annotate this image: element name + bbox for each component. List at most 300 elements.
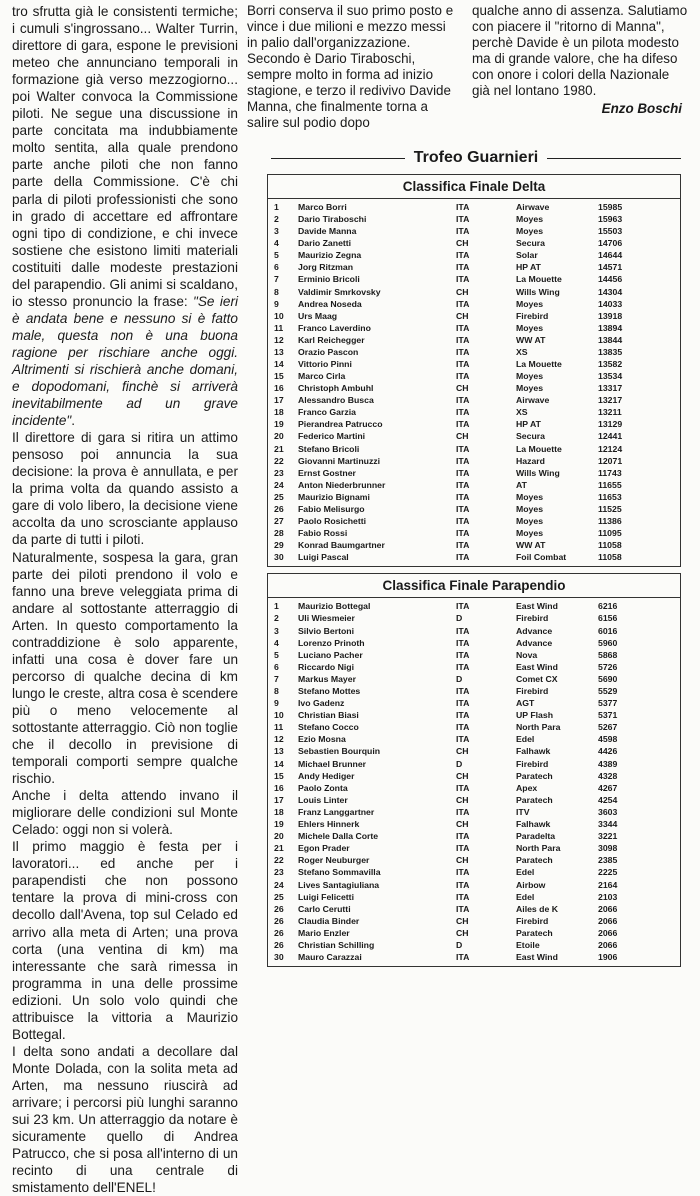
glider-model-cell: Falhawk <box>516 819 551 830</box>
rank-cell: 6 <box>274 661 279 672</box>
pilot-name-cell: Paolo Rosichetti <box>298 516 367 527</box>
score-cell: 11743 <box>598 467 622 478</box>
author-signature: Enzo Boschi <box>601 101 682 116</box>
pilot-name-cell: Paolo Zonta <box>298 782 348 793</box>
table-row <box>268 515 680 527</box>
glider-model-cell: Moyes <box>516 371 544 382</box>
article-text: Naturalmente, sospesa la gara, gran parte dei piloti prendono il volo e fanno una breve veleggiata prima di andare al sottostante atterraggio di Arten. In questo comportamento la contraddizione è solo apparente, infatti una cosa è dover fare un percorso di qualche decina di km lungo le creste, altra cosa è scendere più o meno velocemente al sottostante atterraggio. Ciò non toglie che il decollo in previsione di temporali comporti sempre qualche rischio. <box>12 549 238 787</box>
nationality-cell: ITA <box>456 250 470 261</box>
rank-cell: 7 <box>274 673 279 684</box>
rank-cell: 21 <box>274 843 284 854</box>
rank-cell: 16 <box>274 383 284 394</box>
table-row <box>268 794 680 806</box>
table-row <box>268 503 680 515</box>
table-row <box>268 600 680 612</box>
table-row <box>268 551 680 563</box>
nationality-cell: ITA <box>456 903 470 914</box>
table-row <box>268 697 680 709</box>
score-cell: 4389 <box>598 758 618 769</box>
nationality-cell: ITA <box>456 843 470 854</box>
glider-model-cell: AT <box>516 479 527 490</box>
glider-model-cell: XS <box>516 346 528 357</box>
article-text: qualche anno di assenza. Salutiamo con piacere il "ritorno di Manna", perchè Davide è un pilota modesto ma di grande valore, che ha difeso con onore i colori della Nazionale già nel lontano 1980. <box>472 3 688 98</box>
pilot-name-cell: Dario Tiraboschi <box>298 214 367 225</box>
pilot-name-cell: Ehlers Hinnerk <box>298 819 360 830</box>
score-cell: 15985 <box>598 202 623 212</box>
nationality-cell: ITA <box>456 322 470 333</box>
score-cell: 4328 <box>598 770 618 781</box>
score-cell: 2066 <box>598 927 618 938</box>
table-row <box>268 685 680 697</box>
score-cell: 13918 <box>598 310 623 321</box>
rank-cell: 17 <box>274 395 284 406</box>
rank-cell: 9 <box>274 298 279 309</box>
nationality-cell: ITA <box>456 214 470 225</box>
glider-model-cell: Moyes <box>516 226 544 237</box>
rank-cell: 19 <box>274 419 284 430</box>
table-row <box>268 673 680 685</box>
rank-cell: 12 <box>274 334 284 345</box>
glider-model-cell: Firebird <box>516 310 549 321</box>
glider-model-cell: East Wind <box>516 601 558 612</box>
glider-model-cell: Paratech <box>516 770 553 781</box>
article-text: tro sfrutta già le consistenti termiche; i cumuli s'ingrossano... Walter Turrin, direttore di gara, espone le previsioni meteo che annunciano temporali in formazione già verso mezzogiorno... poi Walter convoca la Commissione piloti. Ne segue una discussione in parte concitata ma indubbiamente molto sentita, alla quale prendono parte anche piloti che non fanno parte della Commissione. C'è chi parla di piloti professionisti che sono in grado di accettare ed affrontare ogni tipo di condizione, e chi invece sostiene che esistono limiti materiali costituiti dalle modeste prestazioni del parapendio. Gli animi si scaldano, io stesso pronuncio la frase: <box>12 4 238 309</box>
glider-model-cell: Firebird <box>516 915 549 926</box>
pilot-name-cell: Franco Laverdino <box>298 322 371 333</box>
pilot-name-cell: Luigi Felicetti <box>298 891 354 902</box>
trofeo-title: Trofeo Guarnieri <box>413 149 539 166</box>
rank-cell: 12 <box>274 734 284 745</box>
score-cell: 13217 <box>598 395 623 406</box>
table-row <box>268 430 680 442</box>
score-cell: 13582 <box>598 359 623 370</box>
table-row <box>268 467 680 479</box>
score-cell: 11058 <box>598 540 622 551</box>
pilot-name-cell: Giovanni Martinuzzi <box>298 455 381 466</box>
pilot-name-cell: Alessandro Busca <box>298 395 374 406</box>
nationality-cell: ITA <box>456 491 470 502</box>
nationality-cell: ITA <box>456 503 470 514</box>
glider-model-cell: La Mouette <box>516 443 562 454</box>
rank-cell: 8 <box>274 686 279 696</box>
nationality-cell: ITA <box>456 202 470 212</box>
glider-model-cell: La Mouette <box>516 274 562 285</box>
pilot-name-cell: Franz Langgartner <box>298 806 375 817</box>
article-text: I delta sono andati a decollare dal Monte Dolada, con la solita meta ad Arten, ma nessuno riuscirà ad arrivare; i percorsi più lunghi saranno sui 23 km. Un atterraggio da notare è sicuramente quello di Andrea Patrucco, che si posa all'interno di un recinto di una centrale di smistamento dell'ENEL! <box>12 1043 238 1196</box>
rank-cell: 25 <box>274 491 284 502</box>
score-cell: 12071 <box>598 455 623 466</box>
pilot-name-cell: Andrea Noseda <box>298 298 362 309</box>
glider-model-cell: Wills Wing <box>516 286 560 297</box>
nationality-cell: ITA <box>456 831 470 842</box>
score-cell: 4426 <box>598 746 618 757</box>
pilot-name-cell: Luigi Pascal <box>298 552 349 563</box>
pilot-name-cell: Mauro Carazzai <box>298 952 362 963</box>
pilot-name-cell: Egon Prader <box>298 843 350 854</box>
table-row <box>268 346 680 358</box>
glider-model-cell: Falhawk <box>516 746 551 757</box>
glider-model-cell: Etoile <box>516 939 540 950</box>
nationality-cell: ITA <box>456 298 470 309</box>
nationality-cell: ITA <box>456 637 470 648</box>
nationality-cell: ITA <box>456 274 470 285</box>
table-row <box>268 842 680 854</box>
glider-model-cell: Ailes de K <box>516 903 559 914</box>
nationality-cell: CH <box>456 238 469 249</box>
table-row <box>268 286 680 298</box>
table-row <box>268 225 680 237</box>
pilot-name-cell: Vittorio Pinni <box>298 359 352 370</box>
score-cell: 14571 <box>598 262 623 273</box>
nationality-cell: CH <box>456 915 469 926</box>
rank-cell: 22 <box>274 855 284 866</box>
glider-model-cell: Moyes <box>516 383 544 394</box>
nationality-cell: CH <box>456 383 469 394</box>
glider-model-cell: East Wind <box>516 952 558 963</box>
nationality-cell: CH <box>456 770 469 781</box>
glider-model-cell: Airwave <box>516 202 550 212</box>
score-cell: 5868 <box>598 649 618 660</box>
rank-cell: 26 <box>274 939 284 950</box>
table-row <box>268 406 680 418</box>
pilot-name-cell: Konrad Baumgartner <box>298 540 385 551</box>
table-row <box>268 854 680 866</box>
rank-cell: 5 <box>274 649 279 660</box>
pilot-name-cell: Pierandrea Patrucco <box>298 419 383 430</box>
score-cell: 2385 <box>598 855 618 866</box>
nationality-cell: ITA <box>456 879 470 890</box>
pilot-name-cell: Riccardo Nigi <box>298 661 354 672</box>
nationality-cell: ITA <box>456 419 470 430</box>
nationality-cell: ITA <box>456 359 470 370</box>
glider-model-cell: Solar <box>516 250 538 261</box>
glider-model-cell: Paratech <box>516 855 553 866</box>
rank-cell: 15 <box>274 770 284 781</box>
divider <box>547 158 681 159</box>
table-row <box>268 733 680 745</box>
nationality-cell: ITA <box>456 540 470 551</box>
score-cell: 2225 <box>598 867 618 878</box>
trofeo-header <box>267 148 681 168</box>
rank-cell: 29 <box>274 540 284 551</box>
pilot-name-cell: Christian Biasi <box>298 710 359 721</box>
table-row <box>268 866 680 878</box>
table-row <box>268 649 680 661</box>
pilot-name-cell: Silvio Bertoni <box>298 625 354 636</box>
rank-cell: 26 <box>274 927 284 938</box>
table-row <box>268 709 680 721</box>
score-cell: 13211 <box>598 407 622 418</box>
nationality-cell: ITA <box>456 698 470 709</box>
score-cell: 5690 <box>598 673 618 684</box>
pilot-name-cell: Stefano Mottes <box>298 686 361 696</box>
rank-cell: 10 <box>274 710 284 721</box>
nationality-cell: ITA <box>456 686 470 696</box>
glider-model-cell: Moyes <box>516 516 544 527</box>
article-text: Anche i delta attendo invano il migliorare delle condizioni sul Monte Celado: oggi non si volerà. <box>12 788 238 838</box>
glider-model-cell: Paradelta <box>516 831 556 842</box>
article-paragraph <box>12 1043 238 1196</box>
nationality-cell: CH <box>456 431 469 442</box>
score-cell: 6156 <box>598 613 618 624</box>
nationality-cell: ITA <box>456 443 470 454</box>
pilot-name-cell: Maurizio Bignami <box>298 491 370 502</box>
rank-cell: 19 <box>274 819 284 830</box>
glider-model-cell: WW AT <box>516 540 546 551</box>
nationality-cell: CH <box>456 794 469 805</box>
table-row <box>268 539 680 551</box>
pilot-name-cell: Stefano Cocco <box>298 722 359 733</box>
score-cell: 5960 <box>598 637 618 648</box>
table-row <box>268 358 680 370</box>
table-row <box>268 927 680 939</box>
article-paragraph <box>12 3 238 429</box>
rank-cell: 3 <box>274 625 279 636</box>
pilot-name-cell: Ivo Gadenz <box>298 698 345 709</box>
article-column-3 <box>472 3 688 117</box>
nationality-cell: ITA <box>456 782 470 793</box>
rank-cell: 26 <box>274 915 284 926</box>
nationality-cell: ITA <box>456 395 470 406</box>
pilot-name-cell: Fabio Rossi <box>298 528 348 539</box>
table-row <box>268 418 680 430</box>
nationality-cell: ITA <box>456 734 470 745</box>
rank-cell: 24 <box>274 879 284 890</box>
rank-cell: 5 <box>274 250 279 261</box>
score-cell: 11653 <box>598 491 622 502</box>
pilot-name-cell: Andy Hediger <box>298 770 355 781</box>
table-row <box>268 782 680 794</box>
score-cell: 11525 <box>598 503 622 514</box>
glider-model-cell: Edel <box>516 867 535 878</box>
table-row <box>268 527 680 539</box>
table-row <box>268 249 680 261</box>
pilot-name-cell: Markus Mayer <box>298 673 356 684</box>
table-row <box>268 201 680 213</box>
pilot-name-cell: Marco Cirla <box>298 371 346 382</box>
table-row <box>268 334 680 346</box>
rank-cell: 11 <box>274 722 284 733</box>
rank-cell: 18 <box>274 806 284 817</box>
glider-model-cell: HP AT <box>516 419 541 430</box>
table-row <box>268 298 680 310</box>
score-cell: 13835 <box>598 346 623 357</box>
nationality-cell: ITA <box>456 867 470 878</box>
table-row <box>268 939 680 951</box>
glider-model-cell: Nova <box>516 649 538 660</box>
pilot-name-cell: Erminio Bricoli <box>298 274 360 285</box>
score-cell: 4254 <box>598 794 618 805</box>
pilot-name-cell: Christoph Ambuhl <box>298 383 374 394</box>
glider-model-cell: Wills Wing <box>516 467 560 478</box>
glider-model-cell: La Mouette <box>516 359 562 370</box>
score-cell: 1906 <box>598 952 618 963</box>
pilot-name-cell: Uli Wiesmeier <box>298 613 355 624</box>
table-row <box>268 745 680 757</box>
score-cell: 11386 <box>598 516 622 527</box>
rank-cell: 14 <box>274 758 284 769</box>
pilot-name-cell: Roger Neuburger <box>298 855 370 866</box>
table-row <box>268 891 680 903</box>
pilot-name-cell: Maurizio Bottegal <box>298 601 371 612</box>
glider-model-cell: Secura <box>516 431 545 442</box>
nationality-cell: ITA <box>456 661 470 672</box>
delta-standings-rows <box>268 199 680 563</box>
glider-model-cell: Comet CX <box>516 673 558 684</box>
glider-model-cell: Paratech <box>516 927 553 938</box>
table-row <box>268 637 680 649</box>
nationality-cell: D <box>456 939 463 950</box>
table-row <box>268 322 680 334</box>
nationality-cell: ITA <box>456 455 470 466</box>
nationality-cell: CH <box>456 310 469 321</box>
glider-model-cell: Apex <box>516 782 538 793</box>
glider-model-cell: Firebird <box>516 758 549 769</box>
pilot-name-cell: Michael Brunner <box>298 758 367 769</box>
rank-cell: 22 <box>274 455 284 466</box>
trofeo-results <box>267 148 681 967</box>
table-row <box>268 830 680 842</box>
glider-model-cell: Airwave <box>516 395 550 406</box>
nationality-cell: ITA <box>456 891 470 902</box>
glider-model-cell: HP AT <box>516 262 541 273</box>
table-row <box>268 625 680 637</box>
rank-cell: 2 <box>274 613 279 624</box>
glider-model-cell: XS <box>516 407 528 418</box>
nationality-cell: ITA <box>456 334 470 345</box>
table-row <box>268 721 680 733</box>
rank-cell: 1 <box>274 202 279 212</box>
table-row <box>268 310 680 322</box>
glider-model-cell: Foil Combat <box>516 552 567 563</box>
score-cell: 11655 <box>598 479 622 490</box>
pilot-name-cell: Urs Maag <box>298 310 338 321</box>
rank-cell: 21 <box>274 443 284 454</box>
table-row <box>268 491 680 503</box>
table-row <box>268 758 680 770</box>
pilot-name-cell: Carlo Cerutti <box>298 903 351 914</box>
delta-standings <box>267 174 681 567</box>
glider-model-cell: Moyes <box>516 528 544 539</box>
pilot-name-cell: Orazio Pascon <box>298 346 359 357</box>
nationality-cell: CH <box>456 927 469 938</box>
glider-model-cell: ITV <box>516 806 530 817</box>
score-cell: 5371 <box>598 710 618 721</box>
score-cell: 14304 <box>598 286 623 297</box>
score-cell: 13894 <box>598 322 623 333</box>
glider-model-cell: Edel <box>516 891 535 902</box>
score-cell: 4598 <box>598 734 618 745</box>
table-row <box>268 455 680 467</box>
pilot-name-cell: Lives Santagiuliana <box>298 879 380 890</box>
rank-cell: 14 <box>274 359 284 370</box>
pilot-name-cell: Ernst Gostner <box>298 467 356 478</box>
article-text: Il direttore di gara si ritira un attimo pensoso poi annuncia la sua decisione: la prova è annullata, e per la prima volta da quando assisto a gare di volo libero, la decisione viene accolta da uno scrosciante applauso da parte di tutti i piloti. <box>12 430 238 548</box>
score-cell: 3098 <box>598 843 618 854</box>
nationality-cell: ITA <box>456 649 470 660</box>
pilot-name-cell: Marco Borri <box>298 202 347 212</box>
table-row <box>268 370 680 382</box>
score-cell: 5267 <box>598 722 618 733</box>
score-cell: 13129 <box>598 419 623 430</box>
table-row <box>268 443 680 455</box>
nationality-cell: CH <box>456 746 469 757</box>
pilot-name-cell: Lorenzo Prinoth <box>298 637 365 648</box>
glider-model-cell: North Para <box>516 722 561 733</box>
table-row <box>268 806 680 818</box>
rank-cell: 26 <box>274 903 284 914</box>
pilot-name-cell: Luciano Pacher <box>298 649 363 660</box>
nationality-cell: CH <box>456 286 469 297</box>
nationality-cell: ITA <box>456 552 470 563</box>
table-row <box>268 770 680 782</box>
glider-model-cell: Moyes <box>516 298 544 309</box>
glider-model-cell: East Wind <box>516 661 558 672</box>
pilot-name-cell: Maurizio Zegna <box>298 250 362 261</box>
nationality-cell: ITA <box>456 371 470 382</box>
score-cell: 12124 <box>598 443 623 454</box>
score-cell: 14033 <box>598 298 623 309</box>
score-cell: 3221 <box>598 831 618 842</box>
nationality-cell: D <box>456 758 463 769</box>
paragliding-standings-title: Classifica Finale Parapendio <box>268 577 680 598</box>
nationality-cell: ITA <box>456 601 470 612</box>
score-cell: 14706 <box>598 238 623 249</box>
pilot-name-cell: Stefano Sommavilla <box>298 867 381 878</box>
score-cell: 15963 <box>598 214 623 225</box>
table-row <box>268 612 680 624</box>
table-row <box>268 479 680 491</box>
nationality-cell: ITA <box>456 952 470 963</box>
pilot-name-cell: Fabio Melisurgo <box>298 503 365 514</box>
article-paragraph <box>12 549 238 788</box>
pilot-name-cell: Jorg Ritzman <box>298 262 354 273</box>
rank-cell: 13 <box>274 746 284 757</box>
nationality-cell: D <box>456 673 463 684</box>
glider-model-cell: Advance <box>516 625 553 636</box>
pilot-name-cell: Christian Schilling <box>298 939 375 950</box>
glider-model-cell: WW AT <box>516 334 546 345</box>
pilot-name-cell: Anton Niederbrunner <box>298 479 386 490</box>
glider-model-cell: Airbow <box>516 879 546 890</box>
score-cell: 6016 <box>598 625 618 636</box>
glider-model-cell: Paratech <box>516 794 553 805</box>
pilot-name-cell: Stefano Bricoli <box>298 443 360 454</box>
rank-cell: 6 <box>274 262 279 273</box>
rank-cell: 23 <box>274 867 284 878</box>
nationality-cell: ITA <box>456 528 470 539</box>
rank-cell: 4 <box>274 238 279 249</box>
glider-model-cell: Moyes <box>516 491 544 502</box>
divider <box>271 158 405 159</box>
glider-model-cell: Edel <box>516 734 535 745</box>
nationality-cell: ITA <box>456 407 470 418</box>
score-cell: 2103 <box>598 891 618 902</box>
table-row <box>268 915 680 927</box>
nationality-cell: ITA <box>456 346 470 357</box>
rank-cell: 18 <box>274 407 284 418</box>
glider-model-cell: Firebird <box>516 613 549 624</box>
rank-cell: 11 <box>274 322 284 333</box>
glider-model-cell: Hazard <box>516 455 545 466</box>
pilot-name-cell: Michele Dalla Corte <box>298 831 379 842</box>
pilot-name-cell: Sebastien Bourquin <box>298 746 381 757</box>
score-cell: 5377 <box>598 698 618 709</box>
article-text: . <box>71 413 76 429</box>
nationality-cell: ITA <box>456 479 470 490</box>
rank-cell: 23 <box>274 467 284 478</box>
rank-cell: 16 <box>274 782 284 793</box>
